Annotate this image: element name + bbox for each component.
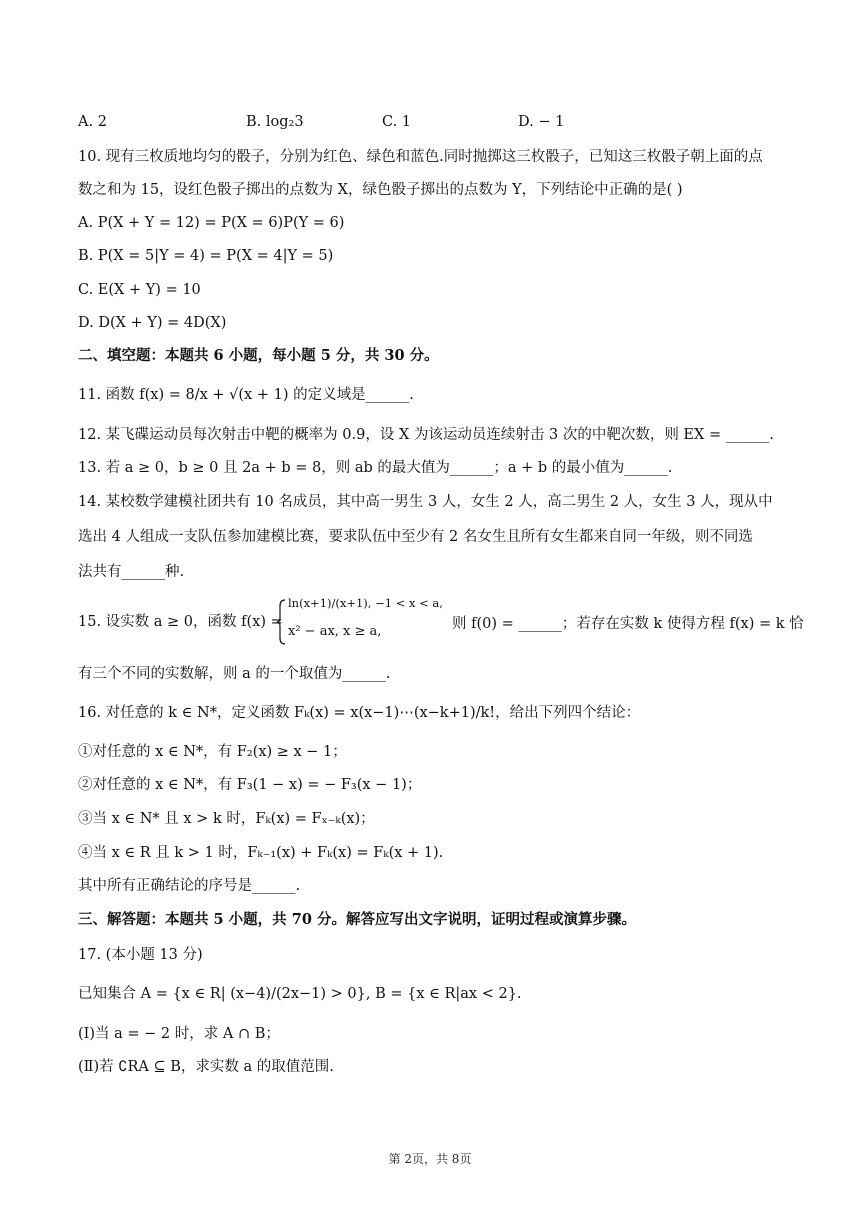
q10-option-d: D. D(X + Y) = 4D(X): [78, 315, 227, 331]
q17-part1: (I)当 a = − 2 时，求 A ∩ B；: [78, 1026, 280, 1042]
q16-stem: 16. 对任意的 k ∈ N*，定义函数 Fₖ(x) = x(x−1)⋯(x−k+1)/k!，给出下列四个结论：: [78, 705, 641, 721]
section3-title: 三、解答题：本题共 5 小题，共 70 分。解答应写出文字说明，证明过程或演算步骤。: [78, 911, 636, 928]
q9-option-c: C. 1: [382, 114, 412, 130]
q17-header: 17. (本小题 13 分): [78, 947, 203, 963]
q15-suffix: 则 f(0) = ______；若存在实数 k 使得方程 f(x) = k 恰: [452, 616, 804, 632]
q15-case2: x² − ax, x ≥ a,: [288, 624, 382, 639]
q15-case1: ln(x+1)/(x+1), −1 < x < a,: [288, 596, 443, 610]
q17-part2: (Ⅱ)若 ∁RA ⊆ B，求实数 a 的取值范围.: [78, 1059, 334, 1075]
q9-option-b: B. log₂3: [246, 114, 304, 130]
q16-item-2: ②对任意的 x ∈ N*，有 F₃(1 − x) = − F₃(x − 1)；: [78, 777, 422, 793]
q16-item-1: ①对任意的 x ∈ N*，有 F₂(x) ≥ x − 1；: [78, 744, 347, 760]
q11: 11. 函数 f(x) = 8/x + √(x + 1) 的定义域是______.: [78, 387, 414, 403]
q17-given: 已知集合 A = {x ∈ R| (x−4)/(2x−1) > 0}, B = {x ∈ R|ax < 2}.: [78, 986, 522, 1002]
page-footer: 第 2页，共 8页: [388, 1152, 472, 1166]
q16-item-3: ③当 x ∈ N* 且 x > k 时，Fₖ(x) = Fₓ₋ₖ(x)；: [78, 811, 375, 827]
section2-title: 二、填空题：本题共 6 小题，每小题 5 分，共 30 分。: [78, 347, 439, 364]
q9-option-d: D. − 1: [518, 114, 565, 130]
q10-option-a: A. P(X + Y = 12) = P(X = 6)P(Y = 6): [78, 215, 345, 231]
q10-option-b: B. P(X = 5|Y = 4) = P(X = 4|Y = 5): [78, 248, 334, 264]
q14-line3: 法共有______种.: [78, 564, 185, 580]
q9-option-a: A. 2: [78, 114, 107, 130]
q14-line1: 14. 某校数学建模社团共有 10 名成员，其中高一男生 3 人，女生 2 人，高二男生 2 人，女生 3 人，现从中: [78, 494, 773, 510]
q10-stem-line2: 数之和为 15，设红色骰子掷出的点数为 X，绿色骰子掷出的点数为 Y，下列结论中正确的是( ): [78, 182, 683, 198]
q15-line2: 有三个不同的实数解，则 a 的一个取值为______.: [78, 666, 391, 682]
brace-icon: [277, 598, 287, 646]
q13: 13. 若 a ≥ 0，b ≥ 0 且 2a + b = 8，则 ab 的最大值为______；a + b 的最小值为______.: [78, 460, 673, 476]
q16-item-4: ④当 x ∈ R 且 k > 1 时，Fₖ₋₁(x) + Fₖ(x) = Fₖ(x + 1).: [78, 845, 444, 861]
q16-tail: 其中所有正确结论的序号是______.: [78, 878, 301, 894]
q12: 12. 某飞碟运动员每次射击中靶的概率为 0.9，设 X 为该运动员连续射击 3 次的中靶次数，则 EX = ______.: [78, 427, 774, 443]
q14-line2: 选出 4 人组成一支队伍参加建模比赛，要求队伍中至少有 2 名女生且所有女生都来自同一年级，则不同选: [78, 529, 753, 545]
q10-stem-line1: 10. 现有三枚质地均匀的骰子，分别为红色、绿色和蓝色.同时抛掷这三枚骰子，已知这三枚骰子朝上面的点: [78, 149, 763, 165]
q15-prefix: 15. 设实数 a ≥ 0，函数 f(x) =: [78, 614, 283, 630]
q10-option-c: C. E(X + Y) = 10: [78, 282, 201, 298]
